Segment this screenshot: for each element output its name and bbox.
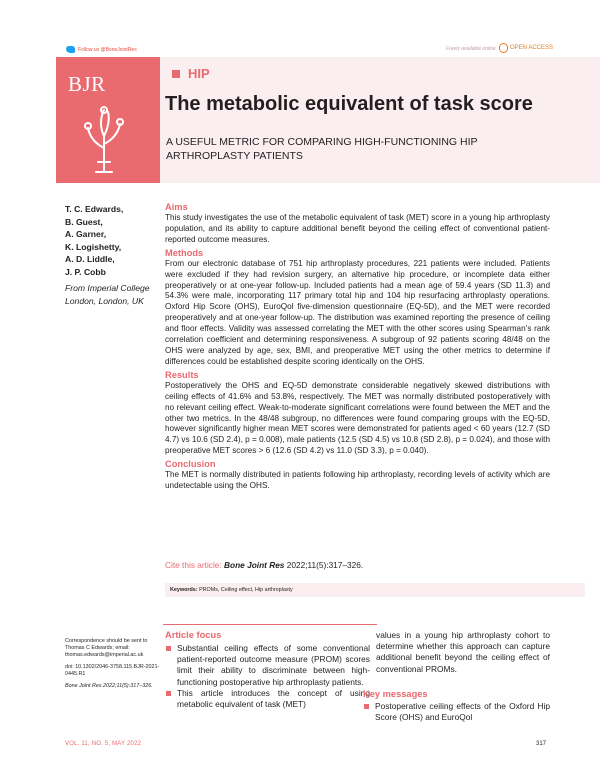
- list-item-text: Postoperative ceiling effects of the Oxford Hip Score (OHS) and EuroQol: [375, 701, 550, 723]
- twitter-bird-icon: [66, 46, 75, 53]
- author-name: A. Garner,: [65, 229, 107, 240]
- methods-text: From our electronic database of 751 hip arthroplasty procedures, 221 patients were included. Patients were excluded if they had revision surgery, an alternative hip procedure, or incomplete data either preoperatively or at one-year follow-up. Included patients had a mean age of 59.4 years (SD 11.3) and 54.3% were male, incorporating 117 primary total hip and 104 hip resurfacing arthroplasty operations. Oxford Hip Score (OHS), EuroQol five-dimension questionnaire (EQ-5D), and the MET were recorded preoperatively and at one-year follow-up. The distribution was examined reporting the presence of ceiling and floor effects. Validity was assessed correlating the MET with the other scores using Spearman’s rank correlation coefficient and determining responsiveness. A subgroup of 92 patients scoring 48/48 on the OHS were analyzed by age, sex, BMI, and preoperative MET using the other metrics to determine if differences could be established despite scoring identically on the OHS.: [165, 258, 550, 366]
- bullet-square-icon: [166, 691, 171, 696]
- author-list: [65, 203, 157, 279]
- citation-journal: Bone Joint Res: [224, 560, 285, 570]
- open-lock-icon: [499, 43, 508, 53]
- aims-heading: Aims: [165, 202, 188, 212]
- correspondence-note: [65, 638, 161, 696]
- tree-logo-icon: [76, 104, 132, 174]
- keywords-bar: [165, 583, 585, 597]
- key-messages-heading: Key messages: [363, 689, 428, 699]
- article-focus-list: [165, 643, 370, 710]
- keywords-label: Keywords:: [170, 587, 198, 593]
- citation: [165, 560, 363, 570]
- journal-reference: Bone Joint Res 2022;11(5):317–326.: [65, 683, 153, 690]
- keywords-text: PROMs, Ceiling effect, Hip arthroplasty: [199, 587, 293, 593]
- freely-available-text: Freely available online: [446, 46, 496, 52]
- section-label: [172, 66, 210, 81]
- author-name: T. C. Edwards,: [65, 204, 124, 214]
- aims-text: This study investigates the use of the metabolic equivalent of task (MET) score in a young hip arthroplasty population, and its ability to capture additional benefit beyond the ceiling effect of conventional patient-reported outcome measures.: [165, 213, 550, 244]
- article-focus-continuation: values in a young hip arthroplasty cohort to determine whether this approach can capture additional benefit beyond the ceiling effect of conventional PROMs.: [376, 630, 550, 674]
- citation-details: 2022;11(5):317–326.: [286, 560, 364, 570]
- list-item: [165, 688, 370, 710]
- author-name: B. Guest,: [65, 216, 103, 227]
- doi-text: doi: 10.1302/2046-3758.115.BJR-2021-0445.R1: [65, 664, 160, 678]
- footer-volume: VOL. 11, NO. 5, MAY 2022: [65, 741, 142, 747]
- list-item: [165, 643, 370, 688]
- journal-logo: BJR: [68, 72, 106, 96]
- results-text: Postoperatively the OHS and EQ-5D demonstrate considerable negatively skewed distributions with ceiling effects of 41.6% and 53.8%, respectively. The MET was normally distributed postoperatively with no relevant ceiling effect. Weak-to-moderate significant correlations were found between the MET and the other two metrics. In the 48/48 subgroup, no differences were found comparing groups with the EQ-5D, however significantly higher mean MET scores were demonstrated for patients aged < 60 years (12.7 (SD 4.7) vs 10.6 (SD 2.4), p = 0.008), male patients (12.5 (SD 4.5) vs 10.8 (SD 2.8), p = 0.024), and those with preoperative MET scores > 6 (12.6 (SD 4.2) vs 11.0 (SD 3.3), p = 0.040).: [165, 380, 550, 456]
- section-square-icon: [172, 70, 180, 78]
- author-name: A. D. Liddle,: [65, 254, 115, 265]
- key-messages-list: [363, 701, 550, 723]
- open-access-label: OPEN ACCESS: [510, 45, 554, 51]
- article-focus-heading: Article focus: [165, 630, 222, 640]
- citation-label: Cite this article:: [165, 560, 222, 570]
- section-name: HIP: [188, 66, 210, 81]
- affiliation: From Imperial College London, London, UK: [65, 283, 150, 306]
- bullet-square-icon: [166, 646, 171, 651]
- article-title: The metabolic equivalent of task score: [165, 93, 533, 115]
- page-number: 317: [536, 741, 547, 747]
- conclusion-heading: Conclusion: [165, 459, 216, 470]
- author-name: K. Logishetty,: [65, 241, 122, 252]
- section-divider: [163, 624, 377, 625]
- list-item-text: This article introduces the concept of using metabolic equivalent of task (MET): [177, 687, 370, 710]
- article-subtitle: A USEFUL METRIC FOR COMPARING HIGH-FUNCTIONING HIP ARTHROPLASTY PATIENTS: [166, 136, 478, 162]
- results-heading: Results: [165, 369, 199, 380]
- list-item: [363, 701, 550, 723]
- bullet-square-icon: [364, 704, 369, 709]
- list-item-text: Substantial ceiling effects of some conventional patient-reported outcome measure (PROM) scores limit their ability to discriminate between high-functioning postoperative hip arthroplasty patients.: [177, 643, 370, 687]
- follow-text: Follow us @BoneJointRes: [78, 46, 137, 53]
- conclusion-text: The MET is normally distributed in patients following hip arthroplasty, recording levels of activity which are undetectable using the OHS.: [165, 470, 550, 491]
- open-access-badge: [499, 43, 553, 53]
- author-name: J. P. Cobb: [65, 266, 106, 277]
- methods-heading: Methods: [165, 247, 204, 258]
- twitter-follow-link[interactable]: [66, 46, 137, 53]
- abstract: [165, 201, 550, 493]
- correspondence-line: Correspondence should be sent to Thomas C Edwards; email: thomas.edwards@imperial.ac.uk: [65, 638, 148, 659]
